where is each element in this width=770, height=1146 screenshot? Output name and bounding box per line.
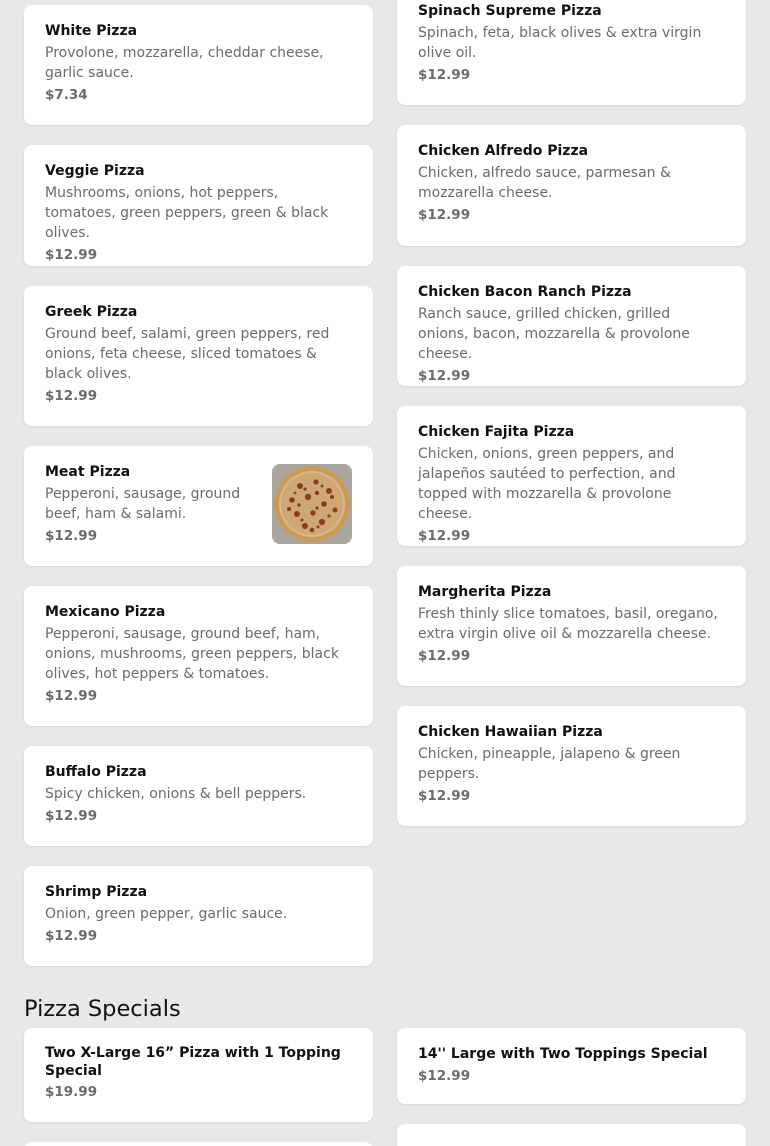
- item-name: White Pizza: [45, 23, 138, 39]
- menu-item-mexicano-pizza[interactable]: [24, 586, 373, 726]
- item-price: $12.99: [45, 528, 98, 544]
- item-name: Margherita Pizza: [418, 584, 552, 600]
- item-description: Onion, green pepper, garlic sauce.: [45, 906, 288, 922]
- item-description: Ranch sauce, grilled chicken, grilled onions, bacon, mozzarella & provolone cheese.: [418, 306, 690, 362]
- menu-item-buffalo-pizza[interactable]: [24, 746, 373, 846]
- item-price: $7.34: [45, 87, 88, 103]
- item-price: $12.99: [418, 648, 471, 664]
- item-description: Chicken, onions, green peppers, and jalapeños sautéed to perfection, and topped with mozzarella & provolone cheese.: [418, 446, 676, 522]
- menu-item-veggie-pizza[interactable]: [24, 145, 373, 266]
- item-name: Shrimp Pizza: [45, 884, 148, 900]
- item-price: $19.99: [45, 1084, 98, 1100]
- item-price: $12.99: [45, 808, 98, 824]
- item-name: Chicken Alfredo Pizza: [418, 143, 589, 159]
- pizza-photo[interactable]: [272, 464, 352, 544]
- item-price: $12.99: [45, 688, 98, 704]
- item-name: Chicken Fajita Pizza: [418, 424, 575, 440]
- menu-item-white-pizza[interactable]: [24, 5, 373, 125]
- item-price: $12.99: [418, 528, 471, 544]
- item-price: $12.99: [418, 1068, 471, 1084]
- menu-item-chicken-bacon-ranch-pizza[interactable]: [397, 266, 746, 386]
- item-price: $12.99: [418, 67, 471, 83]
- menu-item-shrimp-pizza[interactable]: [24, 866, 373, 966]
- item-name: Greek Pizza: [45, 304, 138, 320]
- item-name: Veggie Pizza: [45, 163, 145, 179]
- item-price: $12.99: [45, 388, 98, 404]
- item-name: 14'' Large with Two Toppings Special: [418, 1046, 708, 1062]
- item-description: Chicken, pineapple, jalapeno & green peppers.: [418, 746, 681, 782]
- item-name: Mexicano Pizza: [45, 604, 166, 620]
- item-name: Meat Pizza: [45, 464, 131, 480]
- item-name: Two X-Large 16” Pizza with 1 Topping Special: [45, 1045, 341, 1079]
- menu-item-margherita-pizza[interactable]: [397, 566, 746, 686]
- item-description: Mushrooms, onions, hot peppers, tomatoes, green peppers, green & black olives.: [45, 185, 329, 241]
- special-item-14-large-two-toppings[interactable]: [397, 1028, 746, 1104]
- menu-item-chicken-alfredo-pizza[interactable]: [397, 125, 746, 246]
- item-description: Chicken, alfredo sauce, parmesan & mozzarella cheese.: [418, 165, 671, 201]
- item-description: Spinach, feta, black olives & extra virgin olive oil.: [418, 25, 702, 61]
- item-price: $12.99: [418, 368, 471, 384]
- special-item-partial[interactable]: [397, 1124, 746, 1146]
- section-title-pizza-specials: Pizza Specials: [24, 996, 181, 1022]
- item-name: Buffalo Pizza: [45, 764, 147, 780]
- item-description: Provolone, mozzarella, cheddar cheese, garlic sauce.: [45, 45, 324, 81]
- special-item-two-xl-pizza[interactable]: [24, 1028, 373, 1122]
- item-description: Pepperoni, sausage, ground beef, ham & salami.: [45, 486, 241, 522]
- item-name: Chicken Bacon Ranch Pizza: [418, 284, 632, 300]
- item-name: Spinach Supreme Pizza: [418, 3, 602, 19]
- item-description: Pepperoni, sausage, ground beef, ham, onions, mushrooms, green peppers, black olives, hot peppers & tomatoes.: [45, 626, 339, 682]
- item-price: $12.99: [45, 247, 98, 263]
- menu-item-greek-pizza[interactable]: [24, 286, 373, 426]
- item-name: Chicken Hawaiian Pizza: [418, 724, 603, 740]
- item-price: $12.99: [418, 207, 471, 223]
- item-price: $12.99: [418, 788, 471, 804]
- menu-item-spinach-supreme-pizza[interactable]: [397, 0, 746, 105]
- special-item-partial[interactable]: [24, 1142, 373, 1146]
- item-description: Spicy chicken, onions & bell peppers.: [45, 786, 307, 802]
- item-price: $12.99: [45, 928, 98, 944]
- menu-item-chicken-hawaiian-pizza[interactable]: [397, 706, 746, 826]
- menu-item-chicken-fajita-pizza[interactable]: [397, 406, 746, 546]
- item-description: Ground beef, salami, green peppers, red onions, feta cheese, sliced tomatoes & black olives.: [45, 326, 330, 382]
- item-description: Fresh thinly slice tomatoes, basil, oregano, extra virgin olive oil & mozzarella cheese.: [418, 606, 718, 642]
- menu-item-meat-pizza[interactable]: [24, 446, 373, 566]
